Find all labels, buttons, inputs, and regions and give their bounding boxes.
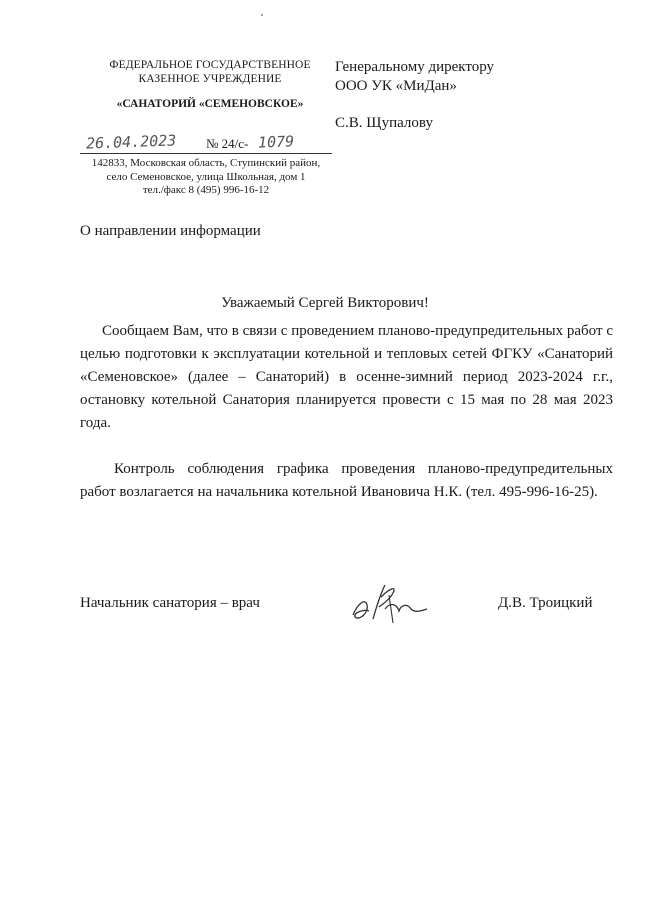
address-line2: село Семеновское, улица Школьная, дом 1 xyxy=(106,170,306,183)
address-line1: 142833, Московская область, Ступинский район, xyxy=(91,157,321,169)
sender-name: «САНАТОРИЙ «СЕМЕНОВСКОЕ» xyxy=(116,98,304,110)
scan-speck xyxy=(261,14,263,16)
address-line3: тел./факс 8 (495) 996-16-12 xyxy=(142,184,270,196)
reg-number-prefix: № 24/с- xyxy=(206,136,249,151)
sender-org-line2: КАЗЕННОЕ УЧРЕЖДЕНИЕ xyxy=(138,73,282,85)
signatory-title: Начальник санатория – врач xyxy=(80,595,260,611)
body-paragraph-1: Сообщаем Вам, что в связи с проведением планово-предупредительных работ с целью подготовки к эксплуатации котельной и тепловых сетей ФГКУ «Санаторий «Семеновское» (далее – Санаторий) в осенне-зимний период 2023-2024 г.г., остановку котельной Санатория планируется провести с 15 мая по 28 мая 2023 года. xyxy=(80,323,613,431)
greeting: Уважаемый Сергей Викторович! xyxy=(221,295,429,311)
sender-block xyxy=(80,58,340,110)
reg-number-handwritten: 1079 xyxy=(257,132,295,152)
sender-address xyxy=(80,157,332,198)
sender-org-line1: ФЕДЕРАЛЬНОЕ ГОСУДАРСТВЕННОЕ xyxy=(109,59,311,71)
recipient-line1: Генеральному директору xyxy=(335,59,495,75)
body-paragraph-2: Контроль соблюдения графика проведения планово-предупредительных работ возлагается на начальника котельной Ивановича Н.К. (тел. 495-996-16-25). xyxy=(80,461,613,500)
recipient-line2: ООО УК «МиДан» xyxy=(335,78,457,94)
reg-underline xyxy=(80,153,332,154)
subject-line: О направлении информации xyxy=(80,223,261,239)
handwritten-signature xyxy=(345,575,435,635)
recipient-line3: С.В. Щупалову xyxy=(335,115,433,131)
signatory-name: Д.В. Троицкий xyxy=(498,595,593,611)
reg-date-handwritten: 26.04.2023 xyxy=(85,131,177,153)
recipient-block xyxy=(335,58,494,133)
registration-line xyxy=(80,133,332,155)
